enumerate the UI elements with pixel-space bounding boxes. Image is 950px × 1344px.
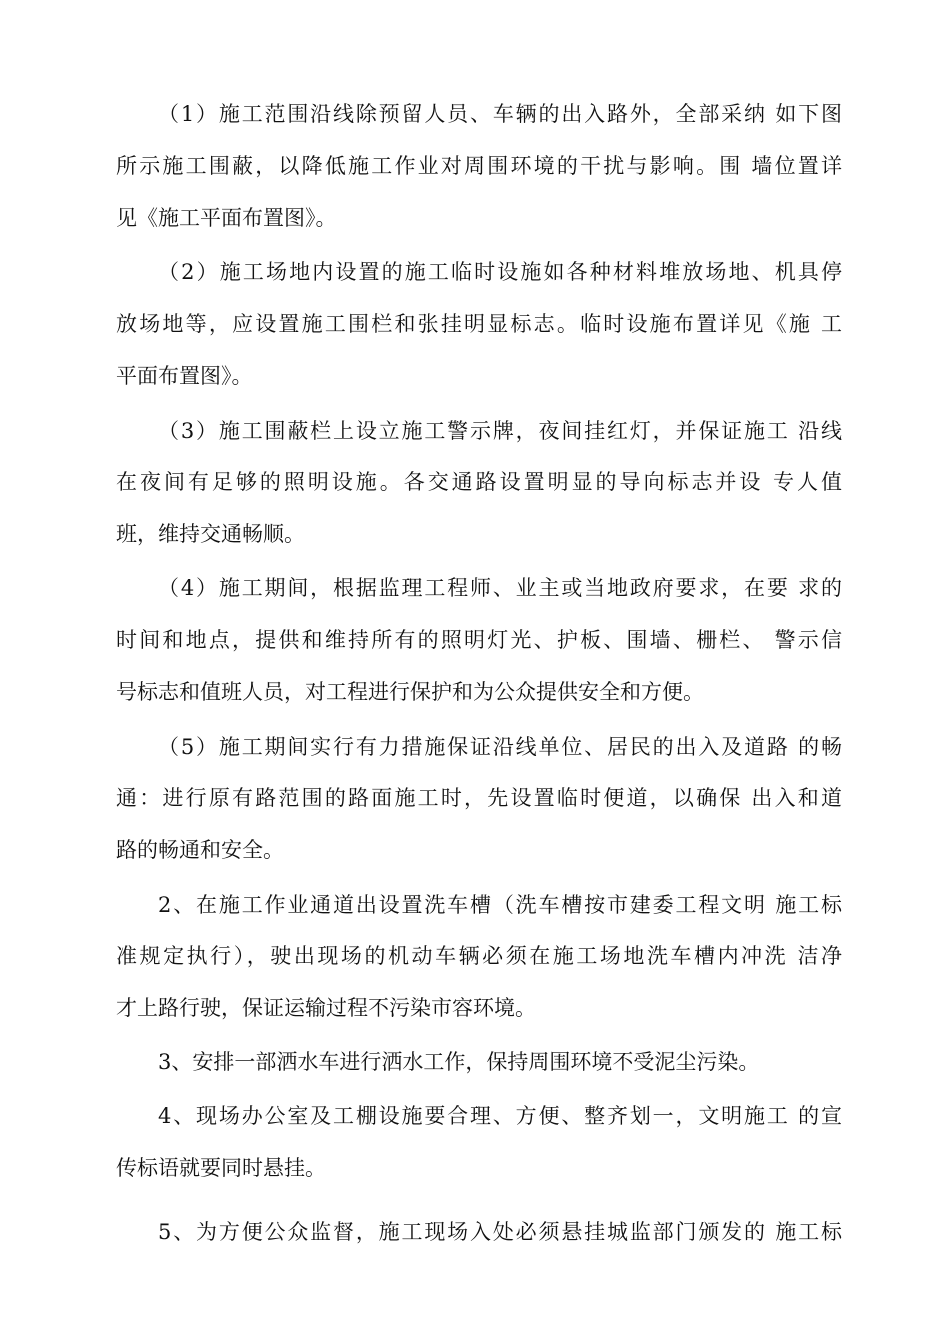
paragraph-3-line-3: 班，维持交通畅顺。 <box>116 522 305 546</box>
paragraph-2-line-3: 平面布置图》。 <box>116 364 253 388</box>
paragraph-1-line-1: （1）施工范围沿线除预留人员、车辆的出入路外，全部采纳 如下图 <box>158 102 842 126</box>
paragraph-1-line-3: 见《施工平面布置图》。 <box>116 206 337 230</box>
paragraph-3-line-1: （3）施工围蔽栏上设立施工警示牌，夜间挂红灯，并保证施工 沿线 <box>158 419 842 443</box>
paragraph-2-line-1: （2）施工场地内设置的施工临时设施如各种材料堆放场地、机具停 <box>158 260 842 284</box>
item-2-line-2: 准规定执行），驶出现场的机动车辆必须在施工场地洗车槽内冲洗 洁净 <box>116 944 842 968</box>
item-4-line-1: 4、现场办公室及工棚设施要合理、方便、整齐划一，文明施工 的宣 <box>158 1104 842 1128</box>
item-2-line-1: 2、在施工作业通道出设置洗车槽（洗车槽按市建委工程文明 施工标 <box>158 893 842 917</box>
paragraph-5-line-3: 路的畅通和安全。 <box>116 838 284 862</box>
paragraph-4-line-2: 时间和地点，提供和维持所有的照明灯光、护板、围墙、栅栏、 警示信 <box>116 628 842 652</box>
paragraph-2-line-2: 放场地等，应设置施工围栏和张挂明显标志。临时设施布置详见《施 工 <box>116 312 842 336</box>
item-4-line-2: 传标语就要同时悬挂。 <box>116 1156 326 1180</box>
paragraph-3-line-2: 在夜间有足够的照明设施。各交通路设置明显的导向标志并设 专人值 <box>116 470 842 494</box>
paragraph-4-line-1: （4）施工期间，根据监理工程师、业主或当地政府要求，在要 求的 <box>158 576 842 600</box>
paragraph-1-line-2: 所示施工围蔽，以降低施工作业对周围环境的干扰与影响。围 墙位置详 <box>116 154 842 178</box>
item-3-line-1: 3、安排一部洒水车进行洒水工作，保持周围环境不受泥尘污染。 <box>158 1050 760 1074</box>
item-2-line-3: 才上路行驶，保证运输过程不污染市容环境。 <box>116 996 536 1020</box>
paragraph-5-line-2: 通：进行原有路范围的路面施工时，先设置临时便道，以确保 出入和道 <box>116 786 842 810</box>
paragraph-4-line-3: 号标志和值班人员，对工程进行保护和为公众提供安全和方便。 <box>116 680 704 704</box>
paragraph-5-line-1: （5）施工期间实行有力措施保证沿线单位、居民的出入及道路 的畅 <box>158 735 842 759</box>
item-5-line-1: 5、为方便公众监督，施工现场入处必须悬挂城监部门颁发的 施工标 <box>158 1220 842 1244</box>
